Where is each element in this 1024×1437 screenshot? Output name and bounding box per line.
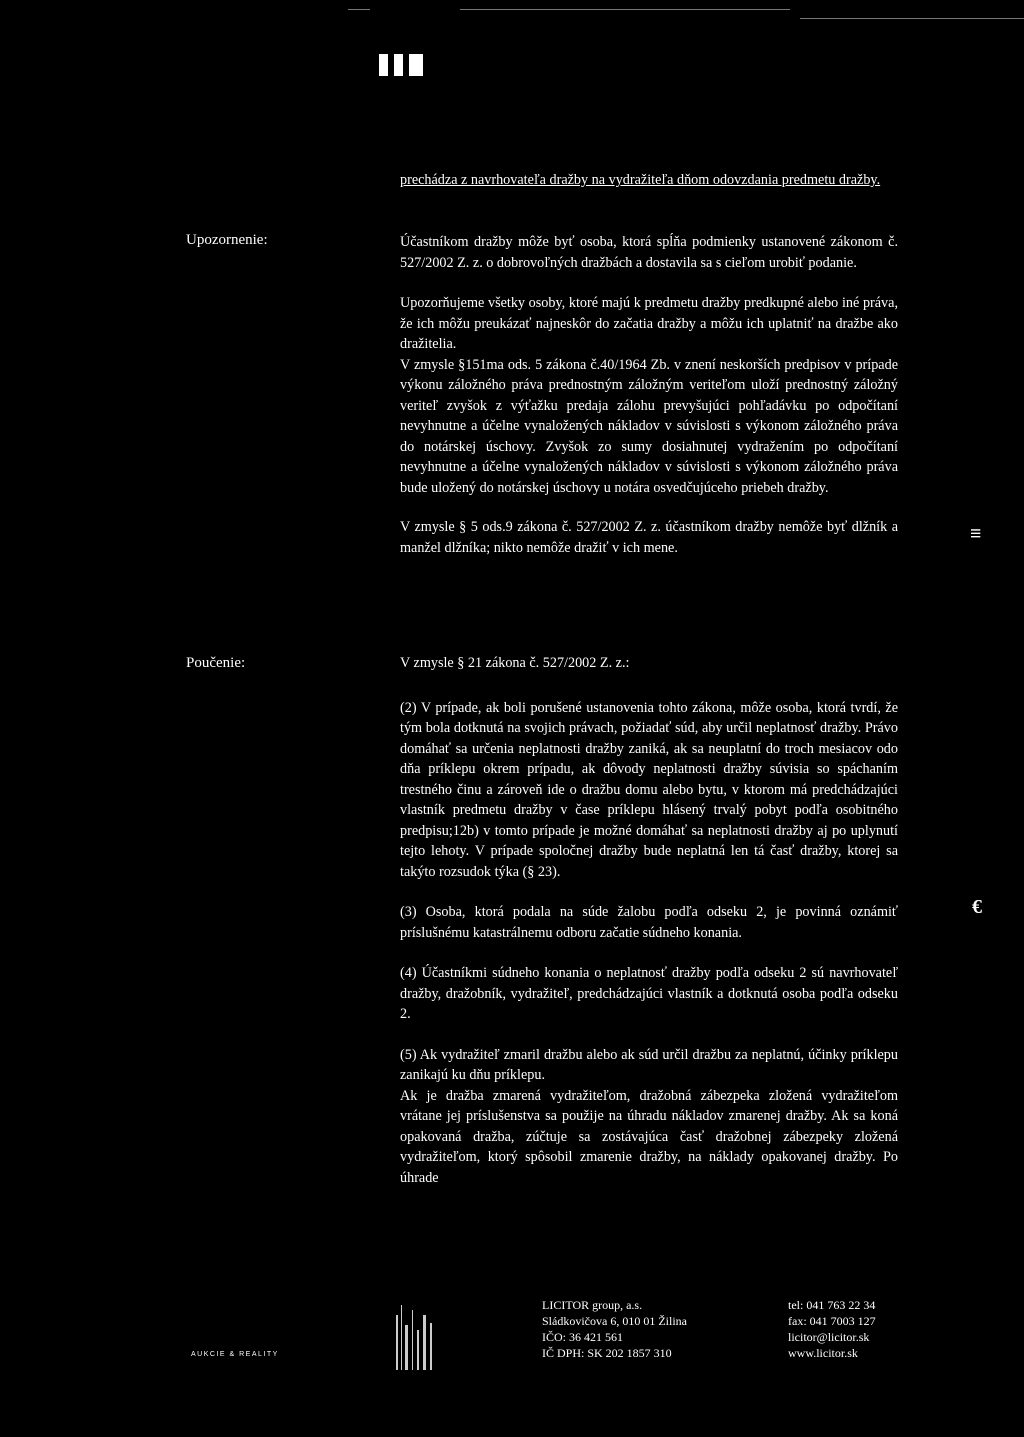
paragraph-preemption: Upozorňujeme všetky osoby, ktoré majú k predmetu dražby predkupné alebo iné práva, že ich môžu preukázať najneskôr do začatia dražby a môžu ich uplatniť na dražbe ako dražitelia. bbox=[400, 295, 898, 352]
notice-column bbox=[400, 232, 898, 578]
label-poucenie: Poučenie: bbox=[186, 655, 246, 671]
paragraph-participants: Účastníkom dražby môže byť osoba, ktorá spĺňa podmienky ustanovené zákonom č. 527/2002 Z. z. o dobrovoľných dražbách a dostavila sa s cieľom urobiť podanie. bbox=[400, 234, 898, 271]
website-link[interactable]: www.licitor.sk bbox=[788, 1346, 858, 1360]
brand-tagline: AUKCIE & REALITY bbox=[191, 1351, 279, 1358]
paragraph-clause5-cont: Ak je dražba zmarená vydražiteľom, dražobná zábezpeka zložená vydražiteľom vrátane jej príslušenstva sa použije na úhradu nákladov zmarenej dražby. Ak sa koná opakovaná dražba, zúčtuje sa zostávajúca časť dražobnej zábezpeky zložená vydražiteľom, ktorý spôsobil zmarenie dražby, na náklady opakovanej dražby. Po úhrade bbox=[400, 1087, 898, 1186]
barcode-icon bbox=[394, 1295, 438, 1375]
instruction-column bbox=[400, 653, 898, 1208]
paragraph-section21: V zmysle § 21 zákona č. 527/2002 Z. z.: bbox=[400, 655, 630, 671]
paragraph-clause3: (3) Osoba, ktorá podala na súde žalobu podľa odseku 2, je povinná oznámiť príslušnému katastrálnemu odboru začatie súdneho konania. bbox=[400, 904, 898, 941]
page-mark-icon: ≡ bbox=[970, 523, 982, 545]
paragraph-clause4: (4) Účastníkmi súdneho konania o neplatnosť dražby podľa odseku 2 sú navrhovateľ dražby, dražobník, vydražiteľ, predchádzajúci vlastník a dotknutá osoba podľa odseku 2. bbox=[400, 965, 898, 1022]
top-rule-right bbox=[800, 18, 1024, 19]
email-link[interactable]: licitor@licitor.sk bbox=[788, 1330, 870, 1344]
label-upozornenie: Upozornenie: bbox=[186, 232, 268, 248]
top-fragment: prechádza z navrhovateľa dražby na vydražiteľa dňom odovzdania predmetu dražby. bbox=[400, 172, 881, 188]
paragraph-clause2: (2) V prípade, ak boli porušené ustanovenia tohto zákona, môže osoba, ktorá tvrdí, že tým bola dotknutá na svojich právach, požiadať súd, aby určil neplatnosť dražby. Právo domáhať sa určenia neplatnosti dražby zaniká, ak sa neuplatní do troch mesiacov odo dňa príklepu okrem prípadu, ak dôvody neplatnosti dražby súvisia so spáchaním trestného činu a zároveň ide o dražbu domu alebo bytu, v ktorom má predchádzajúci vlastník predmetu dražby v čase príklepu hlásený trvalý pobyt podľa osobitného predpisu;12b) v tomto prípade je možné domáhať sa neplatnosti dražby aj po uplynutí tejto lehoty. V prípade spoločnej dražby bude neplatná len tá časť dražby, ktorej sa takýto rozsudok týka (§ 23). bbox=[400, 699, 898, 880]
paragraph-pledge: V zmysle §151ma ods. 5 zákona č.40/1964 Zb. v znení neskorších predpisov v prípade výkonu záložného práva prednostným záložným veriteľom uloží prednostný záložný veriteľ zvyšok z výťažku predaja zálohu prevyšujúci pohľadávku po odpočítaní nevyhnutne a účelne vynaložených nákladov v súvislosti s výkonom záložného práva do notárskej úschovy. Zvyšok zo sumy dosiahnutej vydražením po odpočítaní nevyhnutne a účelne vynaložených nákladov v súvislosti s výkonom záložného práva bude uložený do notárskej úschovy u notára osvedčujúceho priebeh dražby. bbox=[400, 356, 898, 496]
paragraph-clause5: (5) Ak vydražiteľ zmaril dražbu alebo ak súd určil dražbu za neplatnú, účinky príklepu zanikajú ku dňu príklepu. bbox=[400, 1046, 898, 1083]
logo-bars-icon bbox=[379, 54, 429, 81]
top-rule-left bbox=[348, 9, 370, 10]
company-info: LICITOR group, a.s. Sládkovičova 6, 010 01 Žilina IČO: 36 421 561 IČ DPH: SK 202 1857 310 bbox=[542, 1298, 687, 1360]
page-mark-icon: € bbox=[972, 896, 982, 918]
paragraph-debtor: V zmysle § 5 ods.9 zákona č. 527/2002 Z. z. účastníkom dražby nemôže byť dlžník a manžel dlžníka; nikto nemôže dražiť v ich mene. bbox=[400, 519, 898, 556]
contact-info: tel: 041 763 22 34 fax: 041 7003 127 licitor@licitor.sk www.licitor.sk bbox=[788, 1298, 876, 1360]
top-rule-mid bbox=[460, 9, 790, 10]
